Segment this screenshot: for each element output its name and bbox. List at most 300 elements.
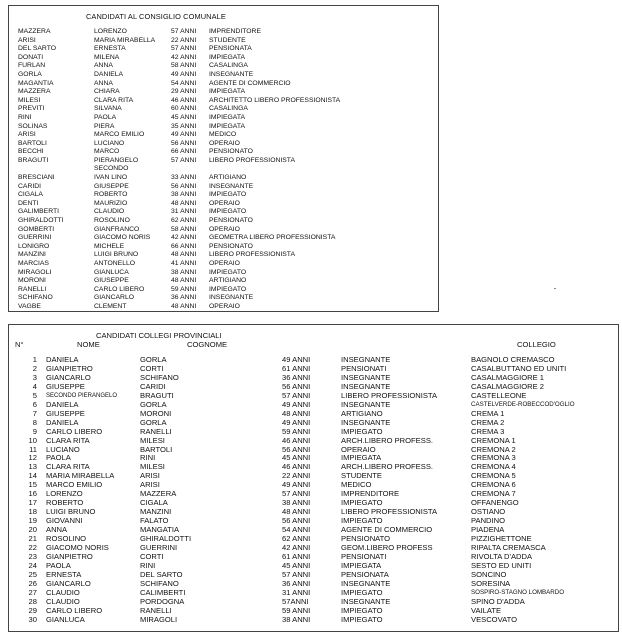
candidate-name: ROSOLINO (94, 217, 130, 224)
candidate-surname: MILESI (140, 462, 165, 472)
candidate-surname: GORLA (140, 399, 167, 409)
row-number: 21 (28, 534, 37, 543)
council-row (9, 80, 438, 89)
candidate-name: GIACOMO NORIS (46, 542, 109, 552)
college-name: CREMONA 3 (471, 453, 516, 463)
candidate-name: MICHELE (94, 242, 125, 250)
candidate-surname: CARIDI (140, 381, 166, 391)
candidate-occupation: IMPRENDITORE (341, 489, 400, 499)
row-number: 27 (28, 587, 37, 597)
candidate-occupation: IMPIEGATO (341, 587, 383, 597)
council-row (9, 303, 438, 312)
provincial-row (9, 428, 618, 437)
council-row (9, 71, 438, 80)
council-row (9, 88, 438, 97)
candidate-name: GIANLUCA (46, 614, 85, 624)
row-number: 28 (28, 596, 37, 606)
candidate-age: 57ANNI (282, 596, 309, 606)
candidate-occupation: INSEGNANTE (209, 182, 254, 190)
candidate-age: 49 ANNI (282, 355, 311, 364)
college-name: OSTIANO (471, 507, 506, 517)
candidate-surname: RINI (18, 114, 32, 121)
candidate-age: 66 ANNI (171, 148, 197, 156)
provincial-row (9, 410, 618, 419)
candidate-name: CHIARA (94, 88, 120, 96)
candidate-age: 46 ANNI (282, 435, 311, 445)
candidate-name: CLAUDIO (46, 587, 80, 597)
candidate-age: 45 ANNI (171, 114, 197, 121)
candidate-name: GIANCARLO (46, 578, 91, 588)
row-number: 20 (28, 525, 37, 535)
candidate-surname: LONIGRO (18, 242, 50, 250)
candidate-age: 56 ANNI (171, 139, 197, 147)
header-surname: COGNOME (187, 340, 228, 349)
row-number: 25 (28, 569, 37, 579)
candidate-name: SILVANA (94, 105, 122, 113)
candidate-surname: RINI (140, 560, 156, 570)
candidate-occupation: INSEGNANTE (341, 381, 391, 391)
council-row (9, 114, 438, 123)
candidate-name: ANNA (46, 525, 68, 535)
candidate-occupation: PENSIONATO (209, 148, 253, 156)
candidate-occupation: ARTIGIANO (209, 277, 247, 285)
council-row (9, 277, 438, 286)
candidate-name: CLAUDIO (94, 208, 125, 216)
candidate-surname: ARISI (140, 471, 160, 481)
row-number: 22 (28, 542, 37, 552)
candidate-name: CLARA RITA (46, 462, 90, 472)
candidate-surname: FALATO (140, 516, 169, 526)
candidate-surname: GORLA (18, 71, 42, 78)
provincial-row (9, 392, 618, 401)
candidate-age: 36 ANNI (282, 578, 311, 588)
candidate-age: 56 ANNI (282, 516, 311, 526)
council-row (9, 269, 438, 278)
council-row (9, 243, 438, 252)
row-number: 15 (28, 480, 37, 490)
council-row (9, 294, 438, 303)
candidate-name: DANIELA (46, 399, 79, 409)
candidate-occupation: CASALINGA (209, 105, 248, 113)
council-row (9, 105, 438, 114)
candidate-occupation: ARCHITETTO LIBERO PROFESSIONISTA (209, 96, 341, 104)
candidate-occupation: AGENTE DI COMMERCIO (209, 79, 291, 87)
candidate-occupation: ARTIGIANO (341, 408, 383, 418)
candidate-name: GIANPIETRO (46, 363, 93, 373)
candidate-age: 59 ANNI (282, 605, 311, 615)
college-name: PIADENA (471, 525, 505, 535)
college-name: CREMONA 1 (471, 435, 516, 445)
candidate-name: CLEMENT (94, 303, 127, 310)
row-number: 7 (32, 408, 37, 418)
candidate-surname: CIGALA (18, 191, 43, 199)
council-row (9, 174, 438, 183)
header-name: NOME (77, 340, 100, 349)
candidate-age: 61 ANNI (282, 551, 311, 561)
candidate-surname: BRAGUTI (140, 390, 174, 400)
candidate-name: LUIGI BRUNO (94, 251, 139, 259)
candidate-occupation: OPERAIO (209, 260, 240, 267)
candidate-name: GIANCARLO (46, 372, 91, 382)
candidate-surname: MIRAGOLI (140, 614, 178, 624)
candidate-occupation: IMPIEGATO (341, 498, 383, 508)
candidate-name: MARCO EMILIO (46, 480, 103, 490)
council-title: CANDIDATI AL CONSIGLIO COMUNALE (86, 12, 226, 21)
college-name: SOSPIRO-STAGNO LOMBARDO (471, 588, 565, 596)
candidate-name: ROBERTO (94, 191, 128, 199)
candidate-surname: BRAGUTI (18, 157, 49, 164)
row-number: 16 (28, 489, 37, 499)
candidate-occupation: IMPIEGATO (341, 516, 383, 526)
candidate-occupation: INSEGNANTE (341, 417, 391, 427)
candidate-age: 48 ANNI (171, 303, 197, 310)
council-row (9, 97, 438, 106)
council-row (9, 28, 438, 37)
row-number: 4 (32, 381, 37, 391)
row-number: 11 (29, 444, 37, 454)
row-number: 12 (28, 453, 37, 463)
college-name: PIZZIGHETTONE (471, 534, 532, 543)
candidate-name: PAOLA (46, 560, 71, 570)
provincial-row (9, 571, 618, 580)
candidate-surname: GORLA (140, 417, 167, 427)
candidate-name: GIANLUCA (94, 268, 129, 276)
candidate-occupation: ARCH.LIBERO PROFESS. (341, 435, 433, 445)
candidate-age: 33 ANNI (171, 174, 197, 181)
candidate-surname: MANZINI (18, 251, 46, 259)
candidate-occupation: ARCH.LIBERO PROFESS. (341, 462, 433, 472)
candidate-occupation: PENSIONATO (341, 534, 391, 543)
college-name: CASALBUTTANO ED UNITI (471, 363, 567, 373)
candidate-surname: SCHIFANO (18, 294, 53, 302)
candidate-age: 45 ANNI (282, 560, 311, 570)
college-name: CASALMAGGIORE 1 (471, 372, 545, 382)
candidate-occupation: CASALINGA (209, 62, 248, 70)
candidate-occupation: IMPIEGATO (209, 208, 247, 216)
provincial-row (9, 401, 618, 410)
candidate-name: IVAN LINO (94, 174, 128, 181)
candidate-surname: PORDOGNA (140, 596, 185, 606)
candidate-surname: GORLA (140, 355, 167, 364)
candidate-name: LUCIANO (94, 139, 125, 147)
candidate-surname: GALIMBERTI (18, 208, 60, 216)
candidate-name: GIACOMO NORIS (94, 234, 151, 242)
candidate-occupation: IMPIEGATO (209, 285, 247, 293)
candidate-surname: CARIDI (18, 182, 42, 190)
candidate-surname: CORTI (140, 363, 164, 373)
candidate-surname: SCHIFANO (140, 578, 179, 588)
candidate-age: 56 ANNI (282, 444, 311, 454)
candidate-surname: MAZZERA (140, 489, 177, 499)
candidate-surname: DONATI (18, 53, 44, 61)
candidate-age: 41 ANNI (171, 260, 197, 267)
row-number: 14 (28, 471, 37, 481)
row-number: 9 (32, 426, 37, 436)
candidate-age: 57 ANNI (282, 390, 311, 400)
candidate-surname: MILESI (140, 435, 165, 445)
provincial-row (9, 437, 618, 446)
candidate-age: 57 ANNI (171, 157, 197, 164)
council-row (9, 37, 438, 46)
provincial-row (9, 607, 618, 616)
candidate-surname: ARISI (140, 480, 160, 490)
candidate-age: 31 ANNI (171, 208, 197, 216)
candidate-occupation: MEDICO (341, 480, 372, 490)
candidate-occupation: PENSIONATA (341, 569, 389, 579)
candidate-age: 66 ANNI (171, 242, 197, 250)
provincial-title: CANDIDATI COLLEGI PROVINCIALI (96, 331, 222, 340)
candidate-occupation: PENSIONATI (341, 551, 387, 561)
candidate-name: ROSOLINO (46, 534, 87, 543)
council-row (9, 200, 438, 209)
council-row (9, 234, 438, 243)
candidate-name: LORENZO (94, 28, 127, 35)
candidate-surname: MANZINI (140, 507, 172, 517)
candidate-surname: SOLINAS (18, 122, 48, 130)
row-number: 1 (32, 355, 37, 364)
council-row (9, 217, 438, 226)
candidate-age: 58 ANNI (171, 62, 197, 70)
council-row (9, 191, 438, 200)
candidate-occupation: INSEGNANTE (209, 294, 254, 302)
candidate-surname: DEL SARTO (140, 569, 183, 579)
candidate-surname: MANGATIA (140, 525, 180, 535)
row-number: 26 (28, 578, 37, 588)
candidate-name: PIERA (94, 122, 115, 130)
candidate-age: 62 ANNI (282, 534, 311, 543)
candidate-age: 49 ANNI (282, 417, 311, 427)
row-number: 6 (32, 399, 37, 409)
candidate-surname: MIRAGOLI (18, 268, 52, 276)
provincial-row (9, 616, 618, 625)
provincial-candidates-panel (8, 324, 619, 632)
candidate-surname: VAGBE (18, 303, 41, 310)
candidate-surname: DEL SARTO (18, 45, 57, 53)
candidate-occupation: INSEGNANTE (341, 596, 391, 606)
candidate-name: GIOVANNI (46, 516, 83, 526)
candidate-occupation: IMPIEGATO (209, 191, 247, 199)
college-name: CREMONA 7 (471, 489, 516, 499)
candidate-age: 49 ANNI (282, 480, 311, 490)
candidate-name: PIERANGELO (94, 157, 139, 164)
college-name: SPINO D'ADDA (471, 596, 525, 606)
provincial-row (9, 419, 618, 428)
candidate-occupation: IMPIEGATO (341, 614, 383, 624)
college-name: RIVOLTA D'ADDA (471, 551, 533, 561)
council-row (9, 148, 438, 157)
council-row (9, 54, 438, 63)
candidate-age: 36 ANNI (282, 372, 311, 382)
candidate-age: 38 ANNI (171, 191, 197, 199)
candidate-name: MARIA MIRABELLA (46, 471, 115, 481)
candidate-name: DANIELA (46, 417, 79, 427)
candidate-surname: DENTI (18, 199, 39, 207)
candidate-occupation: INSEGNANTE (341, 355, 391, 364)
candidate-age: 48 ANNI (282, 507, 311, 517)
candidate-occupation: IMPIEGATO (341, 605, 383, 615)
candidate-age: 58 ANNI (171, 225, 197, 233)
candidate-surname: MILESI (18, 96, 41, 104)
candidate-surname: GOMBERTI (18, 225, 55, 233)
candidate-name: PAOLA (46, 453, 71, 463)
candidate-surname: PREVITI (18, 105, 45, 113)
header-number: N° (15, 340, 24, 349)
candidate-occupation: INSEGNANTE (341, 399, 391, 409)
candidate-occupation: MEDICO (209, 131, 237, 139)
row-number: 24 (28, 560, 37, 570)
candidate-occupation: IMPIEGATA (209, 114, 246, 121)
college-name: SESTO ED UNITI (471, 560, 532, 570)
candidate-age: 38 ANNI (282, 614, 311, 624)
candidate-occupation: AGENTE DI COMMERCIO (341, 525, 433, 535)
candidate-occupation: STUDENTE (341, 471, 382, 481)
candidate-age: 49 ANNI (171, 131, 197, 139)
council-row (9, 62, 438, 71)
row-number: 29 (28, 605, 37, 615)
college-name: PANDINO (471, 516, 506, 526)
candidate-name: LUIGI BRUNO (46, 507, 96, 517)
candidate-occupation: PENSIONATO (209, 217, 253, 224)
row-number: 13 (28, 462, 37, 472)
candidate-age: 46 ANNI (171, 96, 197, 104)
candidate-age: 42 ANNI (171, 234, 197, 242)
candidate-age: 36 ANNI (171, 294, 197, 302)
candidate-occupation: GEOMETRA LIBERO PROFESSIONISTA (209, 234, 336, 242)
council-row (9, 123, 438, 132)
candidate-age: 38 ANNI (282, 498, 311, 508)
candidate-occupation: INSEGNANTE (341, 578, 391, 588)
candidate-name: ANTONELLO (94, 260, 136, 267)
candidate-occupation: LIBERO PROFESSIONISTA (209, 157, 295, 164)
candidate-surname: BARTOLI (140, 444, 173, 454)
provincial-row (9, 490, 618, 499)
candidate-age: 57 ANNI (282, 569, 311, 579)
college-name: CREMONA 4 (471, 462, 516, 472)
candidate-surname: MARCIAS (18, 260, 49, 267)
candidate-surname: MORONI (18, 277, 46, 285)
candidate-occupation: LIBERO PROFESSIONISTA (341, 390, 438, 400)
council-row (9, 45, 438, 54)
candidate-name: MARCO (94, 148, 120, 156)
candidate-age: 56 ANNI (282, 381, 311, 391)
college-name: CREMONA 2 (471, 444, 516, 454)
college-name: CASTELVERDE-ROBECCOD'OGLIO (471, 400, 575, 408)
candidate-name: CARLO LIBERO (94, 285, 145, 293)
candidate-occupation: IMPIEGATO (341, 426, 383, 436)
candidate-occupation: GEOM.LIBERO PROFESS (341, 542, 433, 552)
candidate-occupation: STUDENTE (209, 36, 246, 44)
provincial-row (9, 499, 618, 508)
candidate-age: 59 ANNI (282, 426, 311, 436)
council-row (9, 286, 438, 295)
provincial-row (9, 481, 618, 490)
candidate-age: 57 ANNI (282, 489, 311, 499)
candidate-name: LUCIANO (46, 444, 80, 454)
candidate-name: CLAUDIO (46, 596, 80, 606)
candidate-occupation: IMPIEGATA (209, 88, 246, 96)
provincial-row (9, 454, 618, 463)
candidate-occupation: ARTIGIANO (209, 174, 247, 181)
candidate-age: 56 ANNI (171, 182, 197, 190)
candidate-name: GIUSEPPE (94, 182, 129, 190)
candidate-occupation: PENSIONATI (341, 363, 387, 373)
candidate-occupation: PENSIONATA (209, 45, 252, 53)
candidate-surname: GUERRINI (140, 542, 178, 552)
row-number: 18 (28, 507, 37, 517)
candidate-name: ROBERTO (46, 498, 84, 508)
candidate-occupation: IMPRENDITORE (209, 28, 261, 35)
college-name: VAILATE (471, 605, 502, 615)
candidate-surname: GUERRINI (18, 234, 52, 242)
row-number: 8 (32, 417, 37, 427)
college-name: SONCINO (471, 569, 507, 579)
candidate-age: 48 ANNI (171, 199, 197, 207)
candidate-surname: MAZZERA (18, 28, 51, 35)
candidate-age: 49 ANNI (282, 399, 311, 409)
candidate-occupation: OPERAIO (341, 444, 376, 454)
candidate-occupation: OPERAIO (209, 199, 240, 207)
council-row (9, 260, 438, 269)
candidate-name: LORENZO (46, 489, 83, 499)
candidate-age: 42 ANNI (171, 53, 197, 61)
provincial-row (9, 517, 618, 526)
candidate-name: ERNESTA (46, 569, 82, 579)
college-name: CREMONA 6 (471, 480, 516, 490)
row-number: 19 (28, 516, 37, 526)
college-name: CREMA 2 (471, 417, 505, 427)
provincial-row (9, 562, 618, 571)
candidate-name: SECONDO PIERANGELO (46, 392, 118, 399)
college-name: SORESINA (471, 578, 511, 588)
candidate-surname: GHIRALDOTTI (140, 534, 192, 543)
candidate-name: CLARA RITA (94, 96, 134, 104)
provincial-row (9, 580, 618, 589)
candidate-age: 22 ANNI (171, 36, 197, 44)
provincial-row (9, 446, 618, 455)
college-name: CREMONA 5 (471, 471, 516, 481)
candidate-surname: MAZZERA (18, 88, 51, 96)
candidate-age: 62 ANNI (171, 217, 197, 224)
candidate-surname: CALIMBERTI (140, 587, 186, 597)
candidate-age: 29 ANNI (171, 88, 197, 96)
provincial-row (9, 508, 618, 517)
candidate-name: DANIELA (46, 355, 79, 364)
candidate-age: 49 ANNI (171, 71, 197, 78)
row-number: 3 (32, 372, 37, 382)
candidate-occupation: INSEGNANTE (209, 71, 254, 78)
candidate-age: 48 ANNI (171, 277, 197, 285)
candidate-occupation: INSEGNANTE (341, 372, 391, 382)
college-name: CASALMAGGIORE 2 (471, 381, 545, 391)
candidate-name: GIUSEPPE (46, 408, 85, 418)
candidate-surname: RANELLI (18, 285, 47, 293)
row-number: 2 (32, 363, 37, 373)
candidate-occupation: IMPIEGATA (341, 453, 382, 463)
row-number: 17 (28, 498, 37, 508)
candidate-occupation: IMPIEGATA (209, 122, 246, 130)
candidate-name: MARCO EMILIO (94, 131, 145, 139)
candidate-surname: MAGANTIA (18, 79, 54, 87)
candidate-name: MILENA (94, 53, 120, 61)
candidate-occupation: OPERAIO (209, 139, 240, 147)
candidate-name: GIANFRANCO (94, 225, 140, 233)
candidate-surname: SCHIFANO (140, 372, 179, 382)
candidate-name: GIANCARLO (94, 294, 135, 302)
council-row (9, 251, 438, 260)
college-name: BAGNOLO CREMASCO (471, 355, 555, 364)
candidate-surname: MORONI (140, 408, 172, 418)
candidate-name: DANIELA (94, 71, 124, 78)
